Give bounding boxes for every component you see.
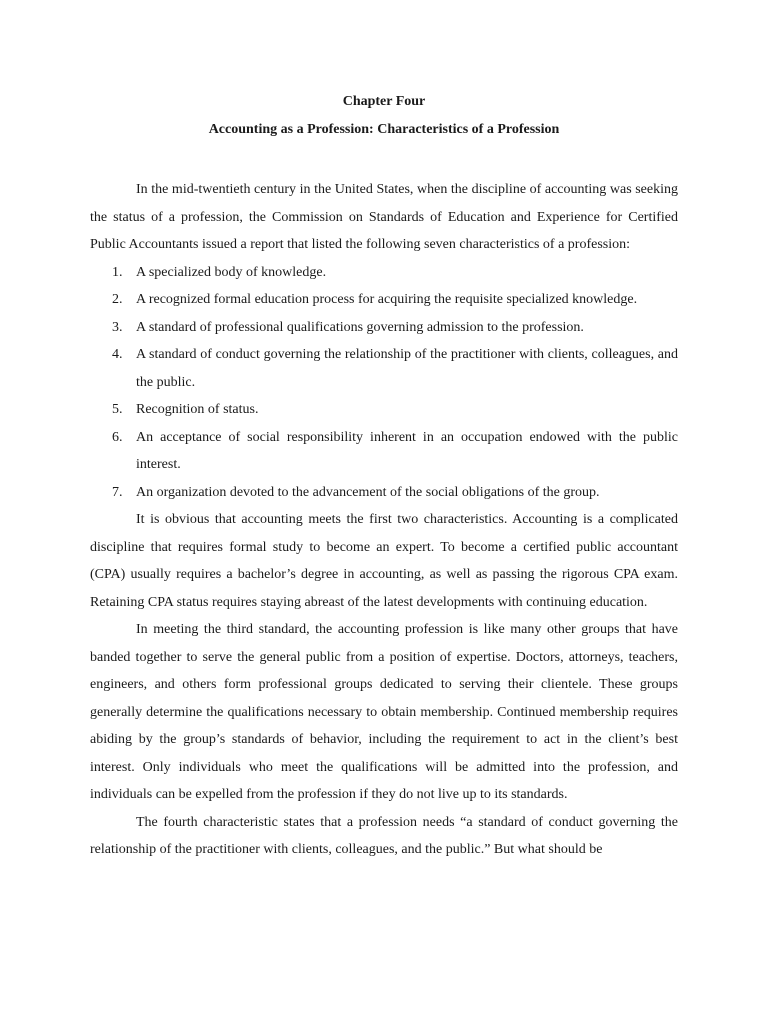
characteristics-list [90,259,678,507]
intro-paragraph: In the mid-twentieth century in the United States, when the discipline of accounting was seeking the status of a profession, the Commission on Standards of Education and Experience for Certified Public Accountants issued a report that listed the following seven characteristics of a profession: [90,182,678,252]
list-item-text: A recognized formal education process for acquiring the requisite specialized knowledge. [136,292,638,307]
list-item-number: 3. [112,319,123,335]
list-item-text: Recognition of status. [136,402,259,417]
list-item-text: A standard of conduct governing the relationship of the practitioner with clients, colleagues, and the public. [136,347,678,390]
list-item [90,424,678,479]
chapter-title: Accounting as a Profession: Characteristics of a Profession [208,122,560,137]
list-item [90,259,678,287]
list-item-text: A standard of professional qualifications governing admission to the profession. [136,319,584,335]
document-page [90,90,678,864]
list-item-text: A specialized body of knowledge. [136,264,327,280]
list-item [90,479,678,507]
list-item [90,396,678,424]
list-item-number: 1. [112,264,123,280]
body-paragraph: The fourth characteristic states that a profession needs “a standard of conduct governing the relationship of the practitioner with clients, colleagues, and the public.” But what should be [90,814,678,857]
list-item-number: 4. [112,347,123,362]
list-item-text: An acceptance of social responsibility inherent in an occupation endowed with the public interest. [136,429,678,472]
list-item [90,286,678,314]
list-item-text: An organization devoted to the advancement of the social obligations of the group. [136,484,600,500]
list-item-number: 7. [112,484,123,500]
body-paragraph: It is obvious that accounting meets the first two characteristics. Accounting is a complicated discipline that requires formal study to become an expert. To become a certified public accountant (CPA) usually requires a bachelor’s degree in accounting, as well as passing the rigorous CPA exam. Retaining CPA status requires staying abreast of the latest developments with continuing education. [90,512,678,610]
list-item [90,314,678,342]
chapter-label: Chapter Four [342,94,426,109]
list-item [90,341,678,396]
list-item-number: 5. [112,402,123,417]
list-item-number: 2. [112,292,123,307]
list-item-number: 6. [112,429,123,445]
body-paragraph: In meeting the third standard, the accounting profession is like many other groups that have banded together to serve the general public from a position of expertise. Doctors, attorneys, teachers, engineers, and others form professional groups dedicated to serving their clientele. These groups generally determine the qualifications necessary to obtain membership. Continued membership requires abiding by the group’s standards of behavior, including the requirement to act in the client’s best interest. Only individuals who meet the qualifications will be admitted into the profession, and individuals can be expelled from the profession if they do not live up to its standards. [90,622,678,802]
